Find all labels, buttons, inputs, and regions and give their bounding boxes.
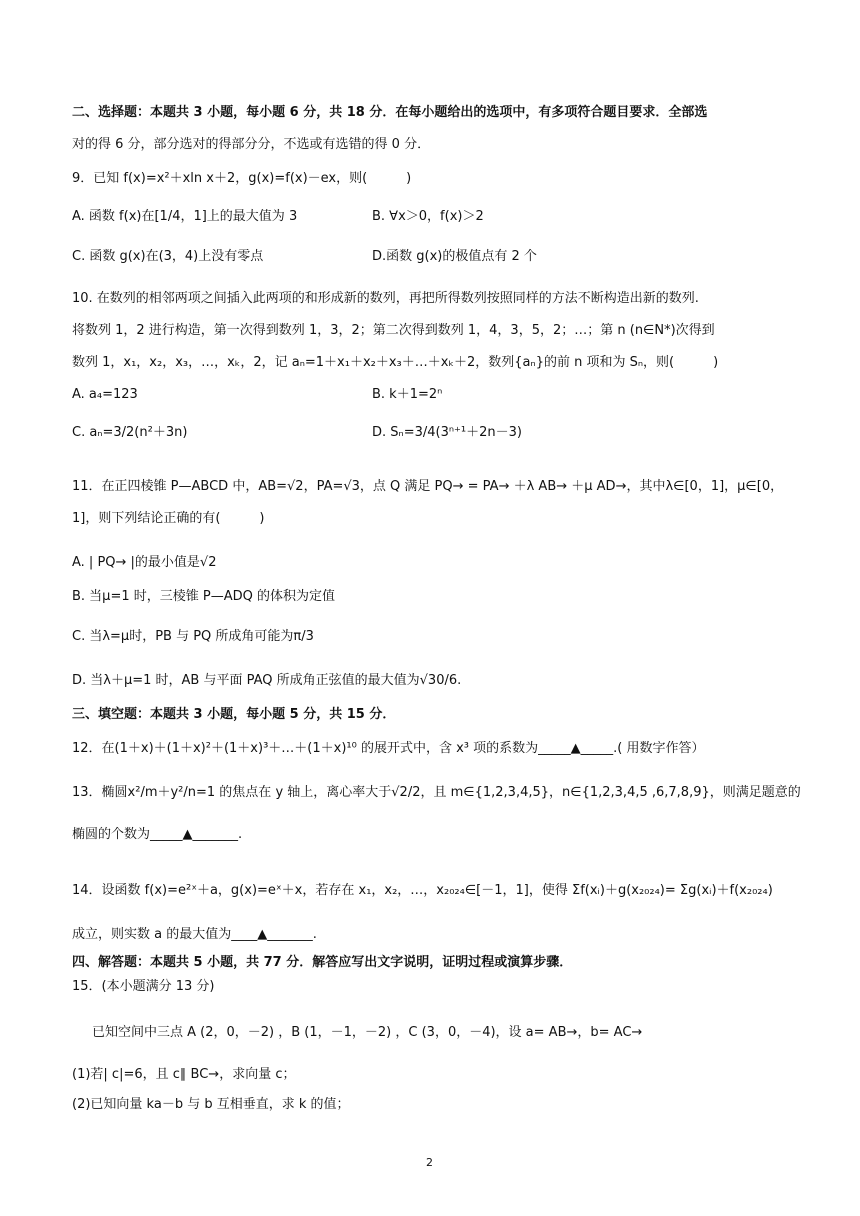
q10-line3: 数列 1，x₁，x₂，x₃，…，xₖ，2，记 aₙ=1＋x₁＋x₂＋x₃＋…＋xₖ＋2，数列{aₙ}的前 n 项和为 Sₙ，则( )	[72, 355, 719, 370]
q9-option-d: D.函数 g(x)的极值点有 2 个	[372, 249, 537, 264]
q10-option-a: A. a₄=123	[72, 387, 138, 402]
q15-stem: 已知空间中三点 A (2，0，－2) ，B (1，－1，－2) ，C (3，0，－4)，设 a= AB→，b= AC→	[92, 1025, 643, 1040]
q10-option-d: D. Sₙ=3/4(3ⁿ⁺¹＋2n－3)	[372, 425, 522, 440]
section3-heading: 三、填空题：本题共 3 小题，每小题 5 分，共 15 分．	[72, 707, 396, 722]
q9-option-b: B. ∀x＞0，f(x)＞2	[372, 209, 484, 224]
q10-line2: 将数列 1，2 进行构造，第一次得到数列 1，3，2；第二次得到数列 1，4，3，5，2；…；第 n (n∈N*)次得到	[72, 323, 715, 338]
q11-option-b: B. 当μ=1 时，三棱锥 P—ADQ 的体积为定值	[72, 589, 335, 604]
q14-line2: 成立，则实数 a 的最大值为____▲_______.	[72, 927, 317, 942]
q10-option-c: C. aₙ=3/2(n²＋3n)	[72, 425, 188, 440]
q9-option-a: A. 函数 f(x)在[1/4，1]上的最大值为 3	[72, 209, 298, 224]
q11-option-d: D. 当λ＋μ=1 时，AB 与平面 PAQ 所成角正弦值的最大值为√30/6.	[72, 673, 462, 688]
q15-title: 15．(本小题满分 13 分)	[72, 979, 215, 994]
section2-heading-line2: 对的得 6 分，部分选对的得部分分，不选或有选错的得 0 分．	[72, 137, 431, 152]
q12-text: 12．在(1＋x)＋(1＋x)²＋(1＋x)³＋…＋(1＋x)¹⁰ 的展开式中，含 x³ 项的系数为_____▲_____.( 用数字作答）	[72, 741, 705, 756]
q15-part2: (2)已知向量 ka－b 与 b 互相垂直，求 k 的值；	[72, 1097, 350, 1112]
q9-stem: 9．已知 f(x)=x²＋xln x＋2，g(x)=f(x)－ex，则( )	[72, 171, 412, 186]
q10-option-b: B. k＋1=2ⁿ	[372, 387, 443, 402]
page-number: 2	[426, 1156, 433, 1169]
q11-option-a: A. | PQ→ |的最小值是√2	[72, 555, 217, 570]
q14-line1: 14．设函数 f(x)=e²ˣ＋a，g(x)=eˣ＋x，若存在 x₁，x₂，…，x₂₀₂₄∈[－1，1]，使得 Σf(xᵢ)＋g(x₂₀₂₄)= Σg(xᵢ)＋f(x₂₀₂₄)	[72, 883, 773, 898]
q11-line2: 1]，则下列结论正确的有( )	[72, 511, 265, 526]
q11-option-c: C. 当λ=μ时，PB 与 PQ 所成角可能为π/3	[72, 629, 314, 644]
section2-heading-line1: 二、选择题：本题共 3 小题，每小题 6 分，共 18 分．在每小题给出的选项中，有多项符合题目要求．全部选	[72, 105, 708, 120]
q11-line1: 11．在正四棱锥 P—ABCD 中，AB=√2，PA=√3，点 Q 满足 PQ→ = PA→ ＋λ AB→ ＋μ AD→，其中λ∈[0，1]，μ∈[0，	[72, 479, 784, 494]
q9-option-c: C. 函数 g(x)在(3，4)上没有零点	[72, 249, 264, 264]
q15-part1: (1)若| c|=6，且 c∥ BC→，求向量 c；	[72, 1067, 296, 1082]
q10-line1: 10. 在数列的相邻两项之间插入此两项的和形成新的数列，再把所得数列按照同样的方法不断构造出新的数列.	[72, 291, 699, 306]
q13-line2: 椭圆的个数为_____▲_______.	[72, 827, 243, 842]
section4-heading: 四、解答题：本题共 5 小题，共 77 分．解答应写出文字说明，证明过程或演算步骤．	[72, 955, 573, 970]
q13-line1: 13．椭圆x²/m＋y²/n=1 的焦点在 y 轴上，离心率大于√2/2，且 m∈{1,2,3,4,5}，n∈{1,2,3,4,5 ,6,7,8,9}，则满足题意的	[72, 785, 801, 800]
